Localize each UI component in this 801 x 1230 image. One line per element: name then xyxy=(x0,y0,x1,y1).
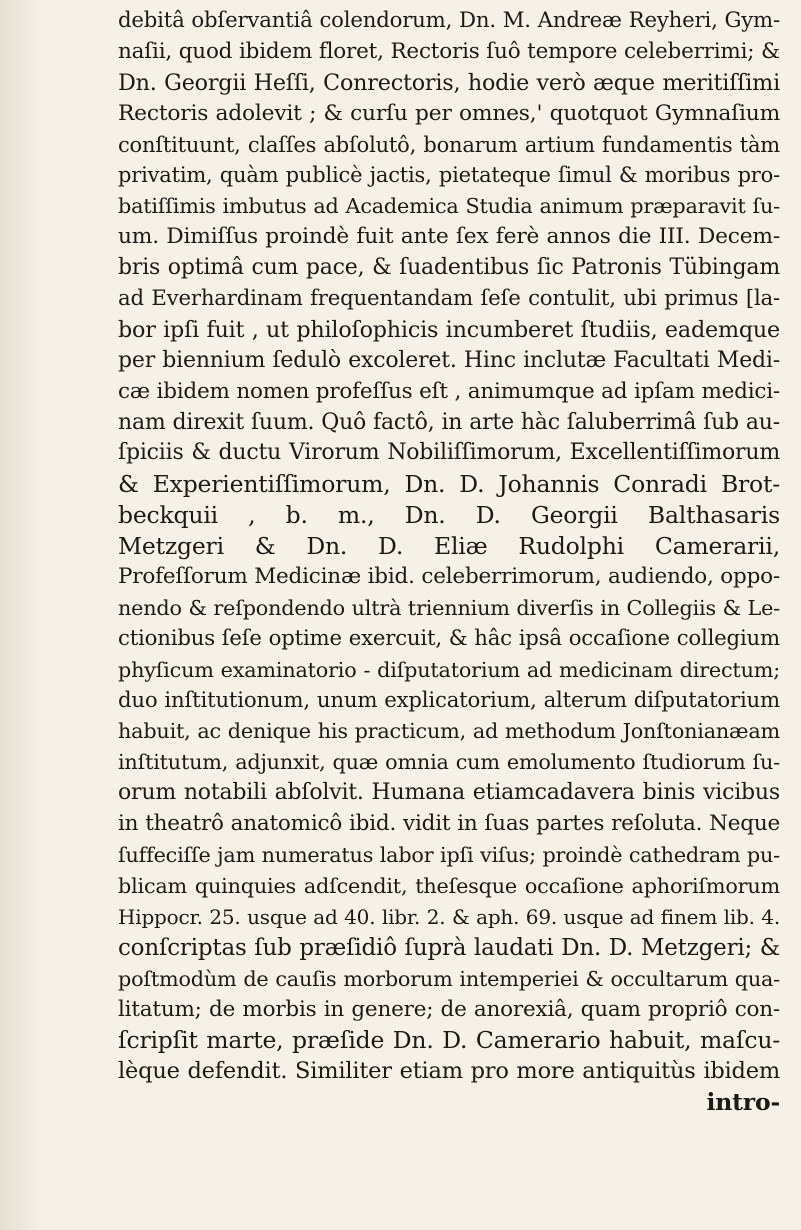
text-line-32: poſtmodùm de cauſis morborum intemperiei & occultarum qua- xyxy=(118,966,780,991)
text-line-10: ad Everhardinam frequentandam ſeſe contulit, ubi primus [la- xyxy=(118,286,780,312)
text-line-12: per biennium ſedulò excoleret. Hinc inclutæ Facultati Medi- xyxy=(118,347,780,373)
text-line-18: Metzgeri & Dn. D. Eliæ Rudolphi Camerarii, xyxy=(118,532,780,561)
text-line-9: bris optimâ cum pace, & ſuadentibus ſic Patronis Tübingam xyxy=(118,255,780,281)
text-line-29: blicam quinquies adſcendit, theſesque occaſione aphoriſmorum xyxy=(118,873,780,898)
text-line-21: ctionibus ſeſe optime exercuit, & hâc ipsâ occaſione collegium xyxy=(118,625,780,651)
text-line-14: nam direxit ſuum. Quô factô, in arte hàc ſaluberrimâ ſub au- xyxy=(118,409,780,435)
text-line-27: in theatrô anatomicô ibid. vidit in ſuas partes reſoluta. Neque xyxy=(118,811,780,837)
text-line-1: debitâ obſervantiâ colendorum, Dn. M. Andreæ Reyheri, Gym- xyxy=(118,8,780,33)
text-line-13: cæ ibidem nomen profeſſus eſt , animumque ad ipſam medici- xyxy=(118,378,780,404)
text-line-17: beckquii , b. m., Dn. D. Georgii Balthasaris xyxy=(118,501,780,530)
text-line-6: privatim, quàm publicè jactis, pietateque ſimul & moribus pro- xyxy=(118,163,780,188)
text-line-34: ſcripſit marte, præſide Dn. D. Camerario habuit, maſcu- xyxy=(118,1026,780,1055)
binding-shadow xyxy=(0,0,40,1230)
text-line-20: nendo & reſpondendo ultrà triennium diverſis in Collegiis & Le- xyxy=(118,595,780,620)
text-line-16: & Experientiſſimorum, Dn. D. Johannis Conradi Brot- xyxy=(118,470,780,499)
text-line-8: um. Dimiſſus proindè fuit ante ſex ferè annos die III. Decem- xyxy=(118,224,780,250)
body-text xyxy=(118,6,780,1118)
text-line-26: orum notabili abſolvit. Humana etiamcadavera binis vicibus xyxy=(118,780,780,806)
text-line-33: litatum; de morbis in genere; de anorexiâ, quam propriô con- xyxy=(118,996,780,1022)
text-line-7: batiſſimis imbutus ad Academica Studia animum præparavit ſu- xyxy=(118,194,780,219)
text-line-22: phyſicum examinatorio - diſputatorium ad medicinam directum; xyxy=(118,657,780,682)
text-line-35: lèque defendit. Similiter etiam pro more antiquitùs ibidem xyxy=(118,1058,780,1085)
text-line-5: conſtituunt, claſſes abſolutô, bonarum artium fundamentis tàm xyxy=(118,132,780,157)
text-line-11: bor ipſi fuit , ut philoſophicis incumberet ſtudiis, eademque xyxy=(118,316,780,343)
text-line-25: inſtitutum, adjunxit, quæ omnia cum emolumento ſtudiorum ſu- xyxy=(118,750,780,775)
text-line-15: ſpiciis & ductu Virorum Nobiliſſimorum, Excellentiſſimorum xyxy=(118,440,780,466)
text-line-28: ſuffeciſſe jam numeratus labor ipſi viſus; proindè cathedram pu- xyxy=(118,843,780,868)
text-line-19: Profeſſorum Medicinæ ibid. celeberrimorum, audiendo, oppo- xyxy=(118,564,780,590)
catchword: intro- xyxy=(706,1088,780,1117)
text-line-4: Rectoris adolevit ; & curſu per omnes,' quotquot Gymnaſium xyxy=(118,100,780,126)
text-line-3: Dn. Georgii Heſſi, Conrectoris, hodie verò æque meritiſſimi xyxy=(118,69,780,96)
text-line-2: naſii, quod ibidem floret, Rectoris ſuô tempore celeberrimi; & xyxy=(118,38,780,64)
text-line-23: duo inſtitutionum, unum explicatorium, alterum diſputatorium xyxy=(118,687,780,713)
text-line-30: Hippocr. 25. usque ad 40. libr. 2. & aph. 69. usque ad finem lib. 4. xyxy=(118,904,780,929)
text-line-31: conſcriptas ſub præſidiô ſuprà laudati Dn. D. Metzgeri; & xyxy=(118,934,780,961)
text-line-24: habuit, ac denique his practicum, ad methodum Jonſtonianæam xyxy=(118,719,780,744)
